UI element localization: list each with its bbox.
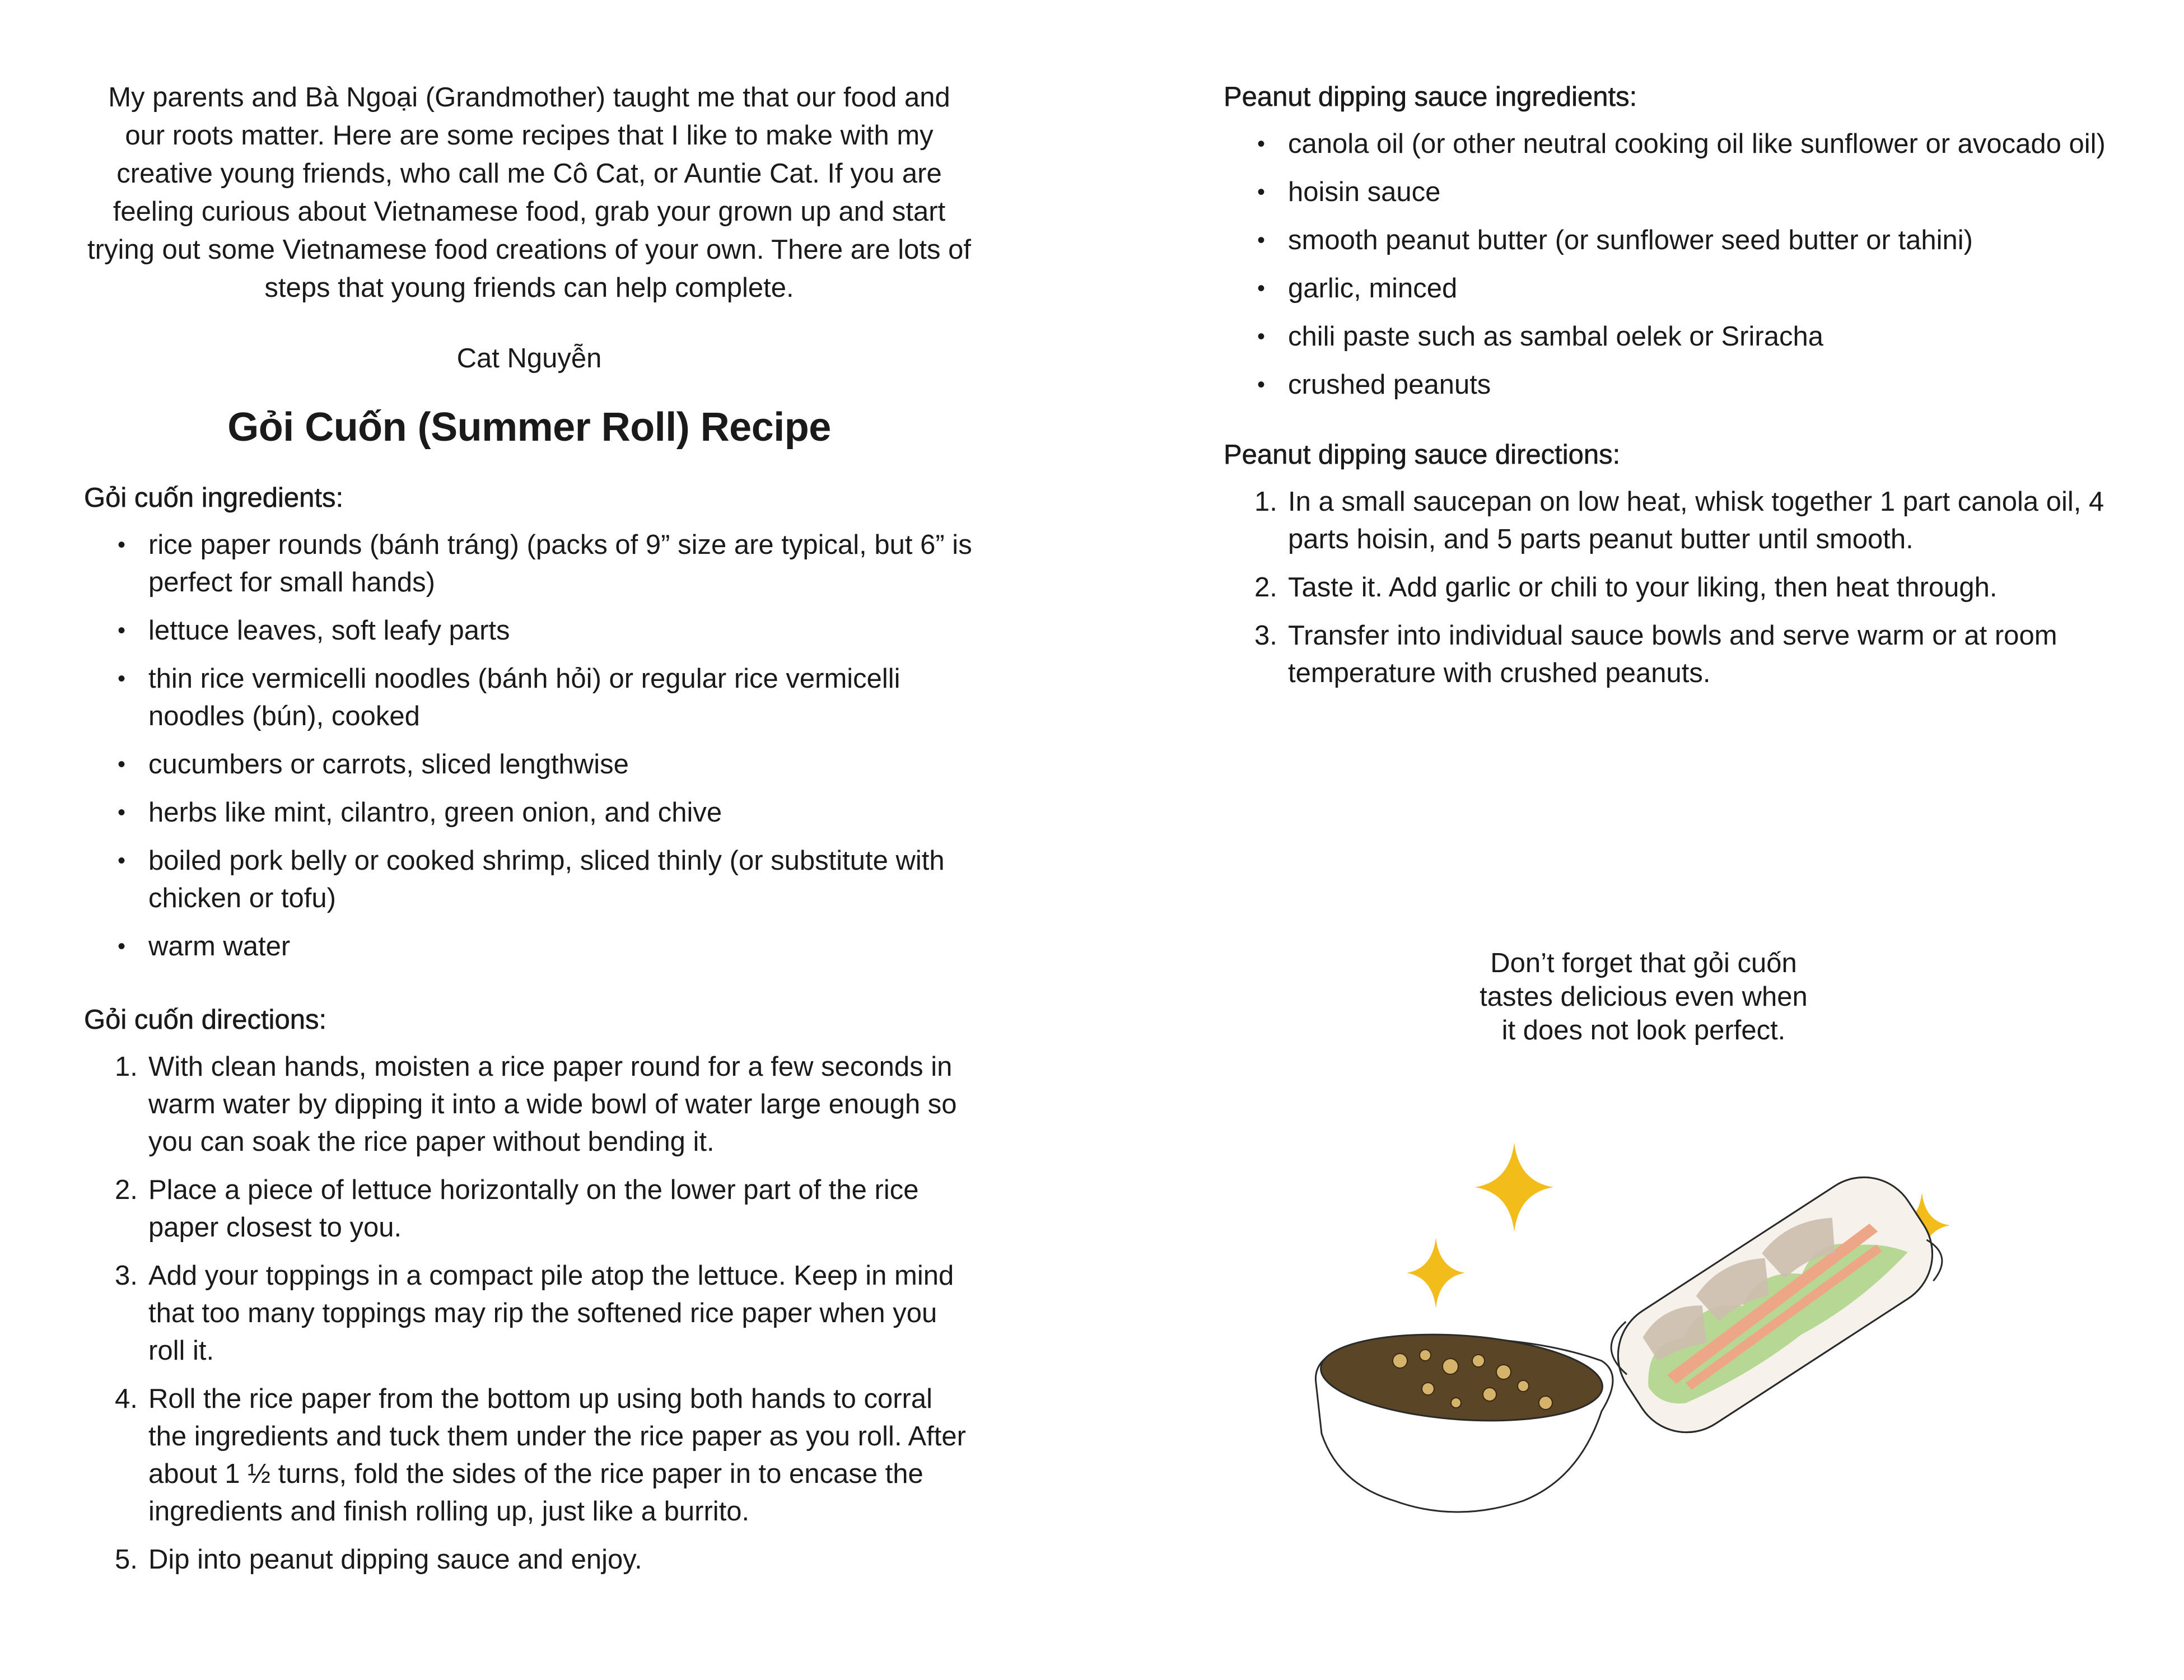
list-item [84, 1257, 974, 1370]
bullet-marker: • [1257, 324, 1266, 349]
bullet-marker: • [118, 934, 126, 959]
left-column [84, 78, 974, 1589]
bullet-marker: • [118, 533, 126, 557]
list-item [1224, 569, 2120, 606]
step-text: Place a piece of lettuce horizontally on the lower part of the rice paper closest to you. [148, 1175, 919, 1243]
bullet-marker: • [1257, 180, 1266, 204]
summer-roll-illustration [1288, 1098, 2038, 1579]
list-item [1224, 270, 2120, 307]
ingredient-text: chili paste such as sambal oelek or Sriracha [1288, 321, 1823, 352]
step-number: 4. [115, 1384, 138, 1414]
list-item [1224, 125, 2120, 163]
step-number: 3. [115, 1261, 138, 1291]
step-number: 1. [1254, 487, 1277, 517]
ingredient-text: rice paper rounds (bánh tráng) (packs of 9” size are typical, but 6” is perfect for small hands) [148, 530, 972, 598]
list-item [1224, 483, 2120, 558]
goi-cuon-ingredients-heading: Gỏi cuốn ingredients: [84, 483, 344, 513]
step-text: With clean hands, moisten a rice paper round for a few seconds in warm water by dipping it into a wide bowl of water large enough so you can soak the rice paper without bending it. [148, 1052, 957, 1157]
illustration-caption [1392, 946, 1896, 1047]
sparkle-icon [1407, 1238, 1465, 1308]
ingredient-text: boiled pork belly or cooked shrimp, sliced thinly (or substitute with chicken or tofu) [148, 846, 945, 913]
bullet-marker: • [1257, 228, 1266, 253]
sauce-directions-list [1224, 483, 2120, 692]
ingredient-text: smooth peanut butter (or sunflower seed butter or tahini) [1288, 225, 1973, 255]
ingredient-text: thin rice vermicelli noodles (bánh hỏi) or regular rice vermicelli noodles (bún), cooked [148, 664, 900, 731]
recipe-title: Gỏi Cuốn (Summer Roll) Recipe [227, 405, 831, 450]
list-item [84, 1172, 974, 1247]
list-item [84, 1380, 974, 1530]
intro-paragraph: My parents and Bà Ngoại (Grandmother) taught me that our food and our roots matter. Here are some recipes that I like to make with my creative young friends, who call me Cô Cat, or Auntie Cat. If you are feeling curious about Vietnamese food, grab your grown up and start trying out some Vietnamese food creations of your own. There are lots of steps that young friends can help complete. [87, 82, 971, 303]
step-text: Taste it. Add garlic or chili to your liking, then heat through. [1288, 572, 1998, 603]
caption-line: tastes delicious even when [1480, 982, 1808, 1012]
goi-cuon-directions-heading: Gỏi cuốn directions: [84, 1005, 327, 1035]
list-item [1224, 222, 2120, 259]
bullet-marker: • [1257, 132, 1266, 156]
goi-cuon-ingredients-list [84, 526, 974, 965]
ingredient-text: herbs like mint, cilantro, green onion, and chive [148, 797, 722, 828]
list-item [84, 660, 974, 735]
ingredient-text: cucumbers or carrots, sliced lengthwise [148, 749, 629, 780]
ingredient-text: hoisin sauce [1288, 177, 1441, 207]
goi-cuon-directions-list [84, 1048, 974, 1579]
list-item [84, 526, 974, 601]
list-item [84, 746, 974, 783]
ingredient-text: warm water [148, 931, 291, 962]
step-text: In a small saucepan on low heat, whisk together 1 part canola oil, 4 parts hoisin, and 5 parts peanut butter until smooth. [1288, 487, 2104, 554]
ingredient-text: lettuce leaves, soft leafy parts [148, 615, 510, 646]
author-name: Cat Nguyễn [456, 343, 602, 374]
list-item [1224, 366, 2120, 404]
list-item [84, 1541, 974, 1579]
sauce-ingredients-list [1224, 125, 2120, 404]
ingredient-text: canola oil (or other neutral cooking oil like sunflower or avocado oil) [1288, 129, 2106, 159]
bullet-marker: • [118, 848, 126, 873]
list-item [1224, 617, 2120, 692]
step-number: 3. [1254, 620, 1277, 651]
step-number: 2. [1254, 572, 1277, 603]
step-text: Add your toppings in a compact pile atop the lettuce. Keep in mind that too many toppings may rip the softened rice paper when you roll it. [148, 1261, 954, 1366]
summer-roll-icon [1598, 1157, 1953, 1453]
list-item [84, 928, 974, 965]
sparkle-icon [1475, 1142, 1553, 1232]
sauce-ingredients-heading: Peanut dipping sauce ingredients: [1224, 82, 1637, 112]
bullet-marker: • [118, 666, 126, 691]
step-number: 2. [115, 1175, 138, 1205]
bullet-marker: • [118, 752, 126, 777]
step-number: 1. [115, 1052, 138, 1082]
caption-line: Don’t forget that gỏi cuốn [1490, 948, 1797, 978]
step-number: 5. [115, 1544, 138, 1575]
step-text: Transfer into individual sauce bowls and serve warm or at room temperature with crushed peanuts. [1288, 620, 2057, 688]
step-text: Dip into peanut dipping sauce and enjoy. [148, 1544, 642, 1575]
sauce-bowl-icon [1315, 1326, 1613, 1512]
bullet-marker: • [118, 618, 126, 643]
list-item [84, 612, 974, 650]
right-column [1224, 78, 2120, 703]
list-item [84, 1048, 974, 1161]
list-item [1224, 174, 2120, 211]
sauce-directions-heading: Peanut dipping sauce directions: [1224, 440, 1621, 470]
ingredient-text: garlic, minced [1288, 273, 1458, 304]
bullet-marker: • [118, 800, 126, 825]
bullet-marker: • [1257, 372, 1266, 397]
caption-line: it does not look perfect. [1501, 1015, 1786, 1046]
list-item [84, 794, 974, 832]
bullet-marker: • [1257, 276, 1266, 301]
ingredient-text: crushed peanuts [1288, 370, 1491, 400]
step-text: Roll the rice paper from the bottom up using both hands to corral the ingredients and tuck them under the rice paper as you roll. After about 1 ½ turns, fold the sides of the rice paper in to encase the ingredients and finish rolling up, just like a burrito. [148, 1384, 966, 1527]
list-item [84, 842, 974, 917]
list-item [1224, 318, 2120, 356]
